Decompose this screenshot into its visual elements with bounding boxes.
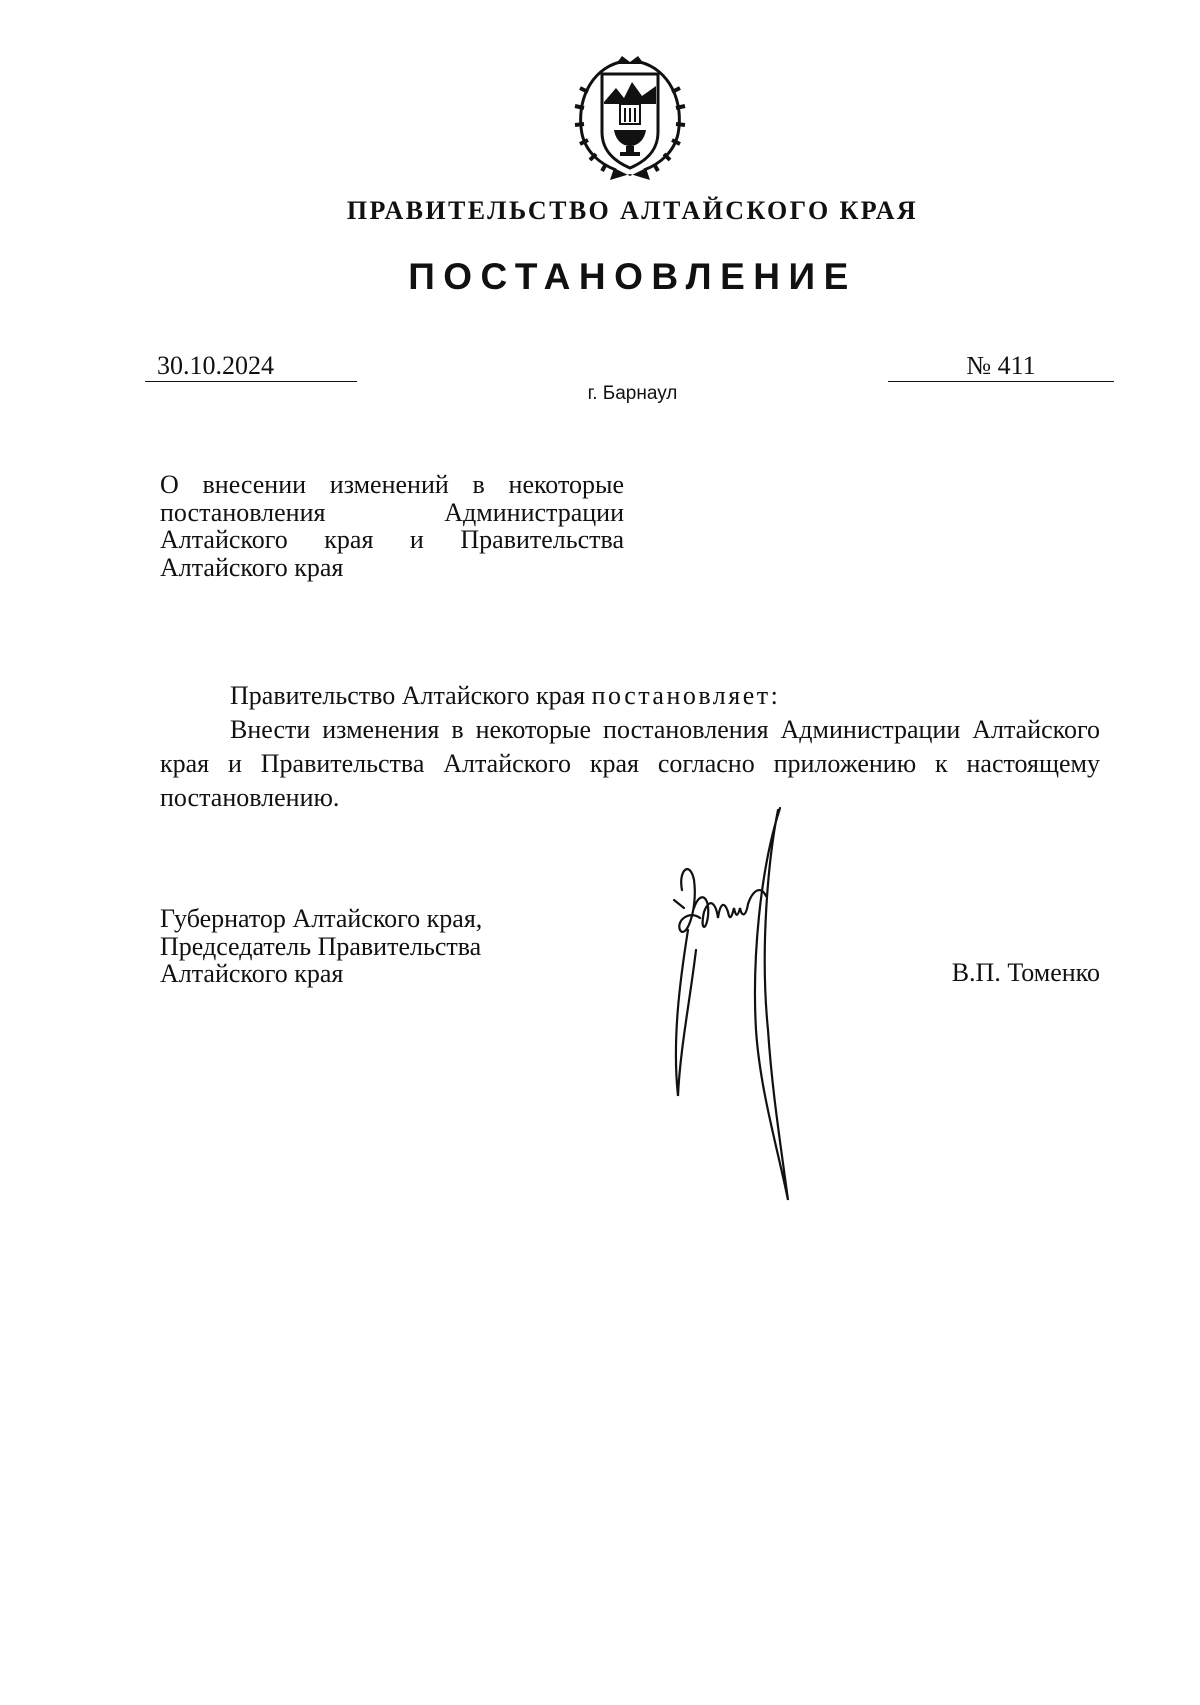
handwritten-signature	[660, 800, 810, 1210]
subject-line: Алтайского края	[160, 552, 344, 582]
document-subject	[160, 471, 624, 581]
resolution-body: Внести изменения в некоторые постановления Администрации Алтайского края и Правительства Алтайского края согласно приложению к настоящему постановлению.	[160, 715, 1100, 812]
signer-title-line: Губернатор Алтайского края,	[160, 904, 483, 933]
subject-line: Алтайского края и Правительства	[160, 525, 624, 554]
document-date	[145, 351, 357, 382]
government-title: ПРАВИТЕЛЬСТВО АЛТАЙСКОГО КРАЯ	[346, 196, 919, 225]
signer-title-line: Алтайского края	[160, 959, 344, 988]
resolution-clause	[160, 679, 1100, 713]
coat-of-arms-emblem	[570, 52, 690, 184]
document-type-heading: ПОСТАНОВЛЕНИЕ	[408, 256, 857, 297]
document-date-value: 30.10.2024	[157, 351, 274, 380]
resolution-verb: постановляет:	[591, 681, 781, 710]
subject-line: О внесении изменений в некоторые	[160, 470, 624, 499]
signer-title	[160, 905, 580, 988]
signer-title-line: Председатель Правительства	[160, 931, 482, 961]
signer-name: В.П. Томенко	[951, 958, 1100, 987]
document-number: № 411	[888, 351, 1114, 382]
subject-line: постановления Администрации	[160, 497, 624, 527]
city-of-issue: г. Барнаул	[587, 383, 678, 404]
resolution-lead: Правительство Алтайского края	[230, 681, 592, 710]
